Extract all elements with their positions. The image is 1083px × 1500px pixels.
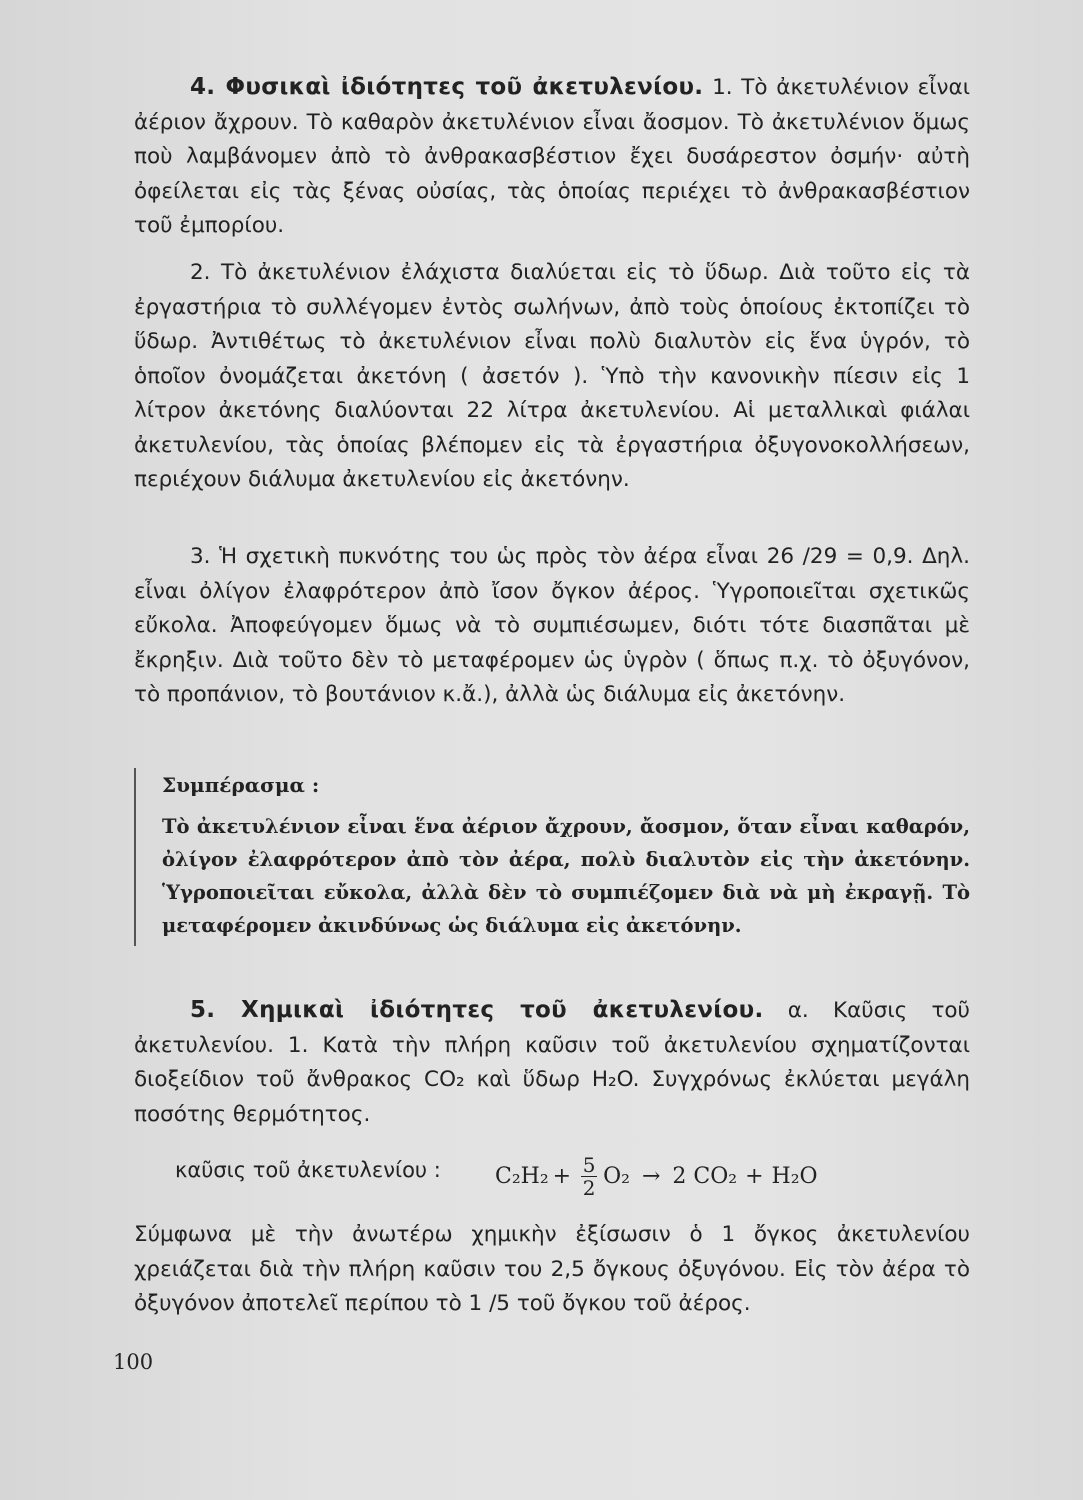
page-number: 100 bbox=[113, 1350, 154, 1374]
fraction-denominator: 2 bbox=[582, 1176, 596, 1200]
equation-label: καῦσις τοῦ ἀκετυλενίου : bbox=[175, 1158, 441, 1182]
after-equation-paragraph: Σύμφωνα μὲ τὴν ἀνωτέρω χημικὴν ἐξίσωσιν ὁ 1 ὄγκος ἀκετυλενίου χρειάζεται διὰ τὴν πλήρη καῦσιν του 2,5 ὄγκους ὀξυγόνου. Εἰς τὸν ἀέρα τὸ ὀξυγόνον ἀποτελεῖ περίπου τὸ 1 /5 τοῦ ὄγκου τοῦ ἀέρος. bbox=[134, 1222, 970, 1316]
equation-product-co2: 2 CO₂ bbox=[672, 1164, 738, 1189]
section-5-paragraph bbox=[134, 993, 970, 1132]
equation-plus-1: + bbox=[552, 1164, 572, 1189]
section-4-text-1: 1. Τὸ ἀκετυλένιον εἶναι ἀέριον ἄχρουν. Τὸ καθαρὸν ἀκετυλένιον εἶναι ἄοσμον. Τὸ ἀκετυλένιον ὅμως ποὺ λαμβάνομεν ἀπὸ τὸ ἀνθρακασβέστιον ἔχει δυσάρεστον ὀσμήν· αὐτὴ ὀφείλεται εἰς τὰς ξένας οὐσίας, τὰς ὁποίας περιέχει τὸ ἀνθρακασβέστιον τοῦ ἐμπορίου. bbox=[134, 75, 970, 238]
section-5-heading: 5. Χημικαὶ ἰδιότητες τοῦ ἀκετυλενίου. bbox=[190, 997, 764, 1023]
section-4-heading: 4. Φυσικαὶ ἰδιότητες τοῦ ἀκετυλενίου. bbox=[190, 74, 704, 100]
section-4-paragraph-2: 2. Τὸ ἀκετυλένιον ἐλάχιστα διαλύεται εἰς τὸ ὕδωρ. Διὰ τοῦτο εἰς τὰ ἐργαστήρια τὸ συλλέγομεν ἐντὸς σωλήνων, ἀπὸ τοὺς ὁποίους ἐκτοπίζει τὸ ὕδωρ. Ἀντιθέτως τὸ ἀκετυλένιον εἶναι πολὺ διαλυτὸν εἰς ἕνα ὑγρόν, τὸ ὁποῖον ὀνομάζεται ἀκετόνη ( ἀσετόν ). Ὑπὸ τὴν κανονικὴν πίεσιν εἰς 1 λίτρον ἀκετόνης διαλύονται 22 λίτρα ἀκετυλενίου. Αἱ μεταλλικαὶ φιάλαι ἀκετυλενίου, τὰς ὁποίας βλέπομεν εἰς τὰ ἐργαστήρια ὀξυγονοκολλήσεων, περιέχουν διάλυμα ἀκετυλενίου εἰς ἀκετόνην. bbox=[134, 260, 970, 492]
equation-reactant-oxygen: O₂ bbox=[603, 1164, 630, 1189]
section-4-paragraph-2-block bbox=[134, 256, 970, 498]
section-4-paragraph-1 bbox=[134, 70, 970, 244]
combustion-equation bbox=[175, 1140, 935, 1210]
equation-plus-2: + bbox=[745, 1164, 764, 1189]
section-4-paragraph-3: 3. Ἡ σχετικὴ πυκνότης του ὡς πρὸς τὸν ἀέρα εἶναι 26 /29 = 0,9. Δηλ. εἶναι ὀλίγον ἐλαφρότερον ἀπὸ ἴσον ὄγκον ἀέρος. Ὑγροποιεῖται σχετικῶς εὔκολα. Ἀποφεύγομεν ὅμως νὰ τὸ συμπιέσωμεν, διότι τότε διασπᾶται μὲ ἔκρηξιν. Διὰ τοῦτο δὲν τὸ μεταφέρομεν ὡς ὑγρὸν ( ὅπως π.χ. τὸ ὀξυγόνον, τὸ προπάνιον, τὸ βουτάνιον κ.ἄ.), ἀλλὰ ὡς διάλυμα εἰς ἀκετόνην. bbox=[134, 544, 970, 707]
after-equation-block bbox=[134, 1218, 970, 1322]
fraction-numerator: 5 bbox=[582, 1153, 596, 1177]
equation-reactant-acetylene: C₂H₂ bbox=[495, 1164, 549, 1189]
equation-arrow: → bbox=[641, 1164, 661, 1189]
section-4-paragraph-3-block bbox=[134, 540, 970, 713]
section-5 bbox=[134, 993, 970, 1132]
conclusion-body: Τὸ ἀκετυλένιον εἶναι ἕνα ἀέριον ἄχρουν, ἄοσμον, ὅταν εἶναι καθαρόν, ὀλίγον ἐλαφρότερον ἀπὸ τὸν ἀέρα, πολὺ διαλυτὸν εἰς τὴν ἀκετόνην. Ὑγροποιεῖται εὔκολα, ἀλλὰ δὲν τὸ συμπιέζομεν διὰ νὰ μὴ ἐκραγῇ. Τὸ μεταφέρομεν ἀκινδύνως ὡς διάλυμα εἰς ἀκετόνην. bbox=[162, 815, 970, 937]
equation-fraction bbox=[581, 1154, 597, 1199]
section-4 bbox=[134, 70, 970, 244]
conclusion-title: Συμπέρασμα : bbox=[162, 773, 320, 797]
equation-product-water: H₂O bbox=[771, 1164, 818, 1189]
section-5-intro: α. Καῦσις τοῦ ἀκετυλενίου. 1. Κατὰ τὴν πλήρη καῦσιν τοῦ ἀκετυλενίου σχηματίζονται διοξείδιον τοῦ ἄνθρακος CO₂ καὶ ὕδωρ H₂O. Συγχρόνως ἐκλύεται μεγάλη ποσότης θερμότητος. bbox=[134, 998, 970, 1127]
conclusion-box bbox=[134, 768, 970, 946]
equation-formula bbox=[495, 1154, 818, 1199]
